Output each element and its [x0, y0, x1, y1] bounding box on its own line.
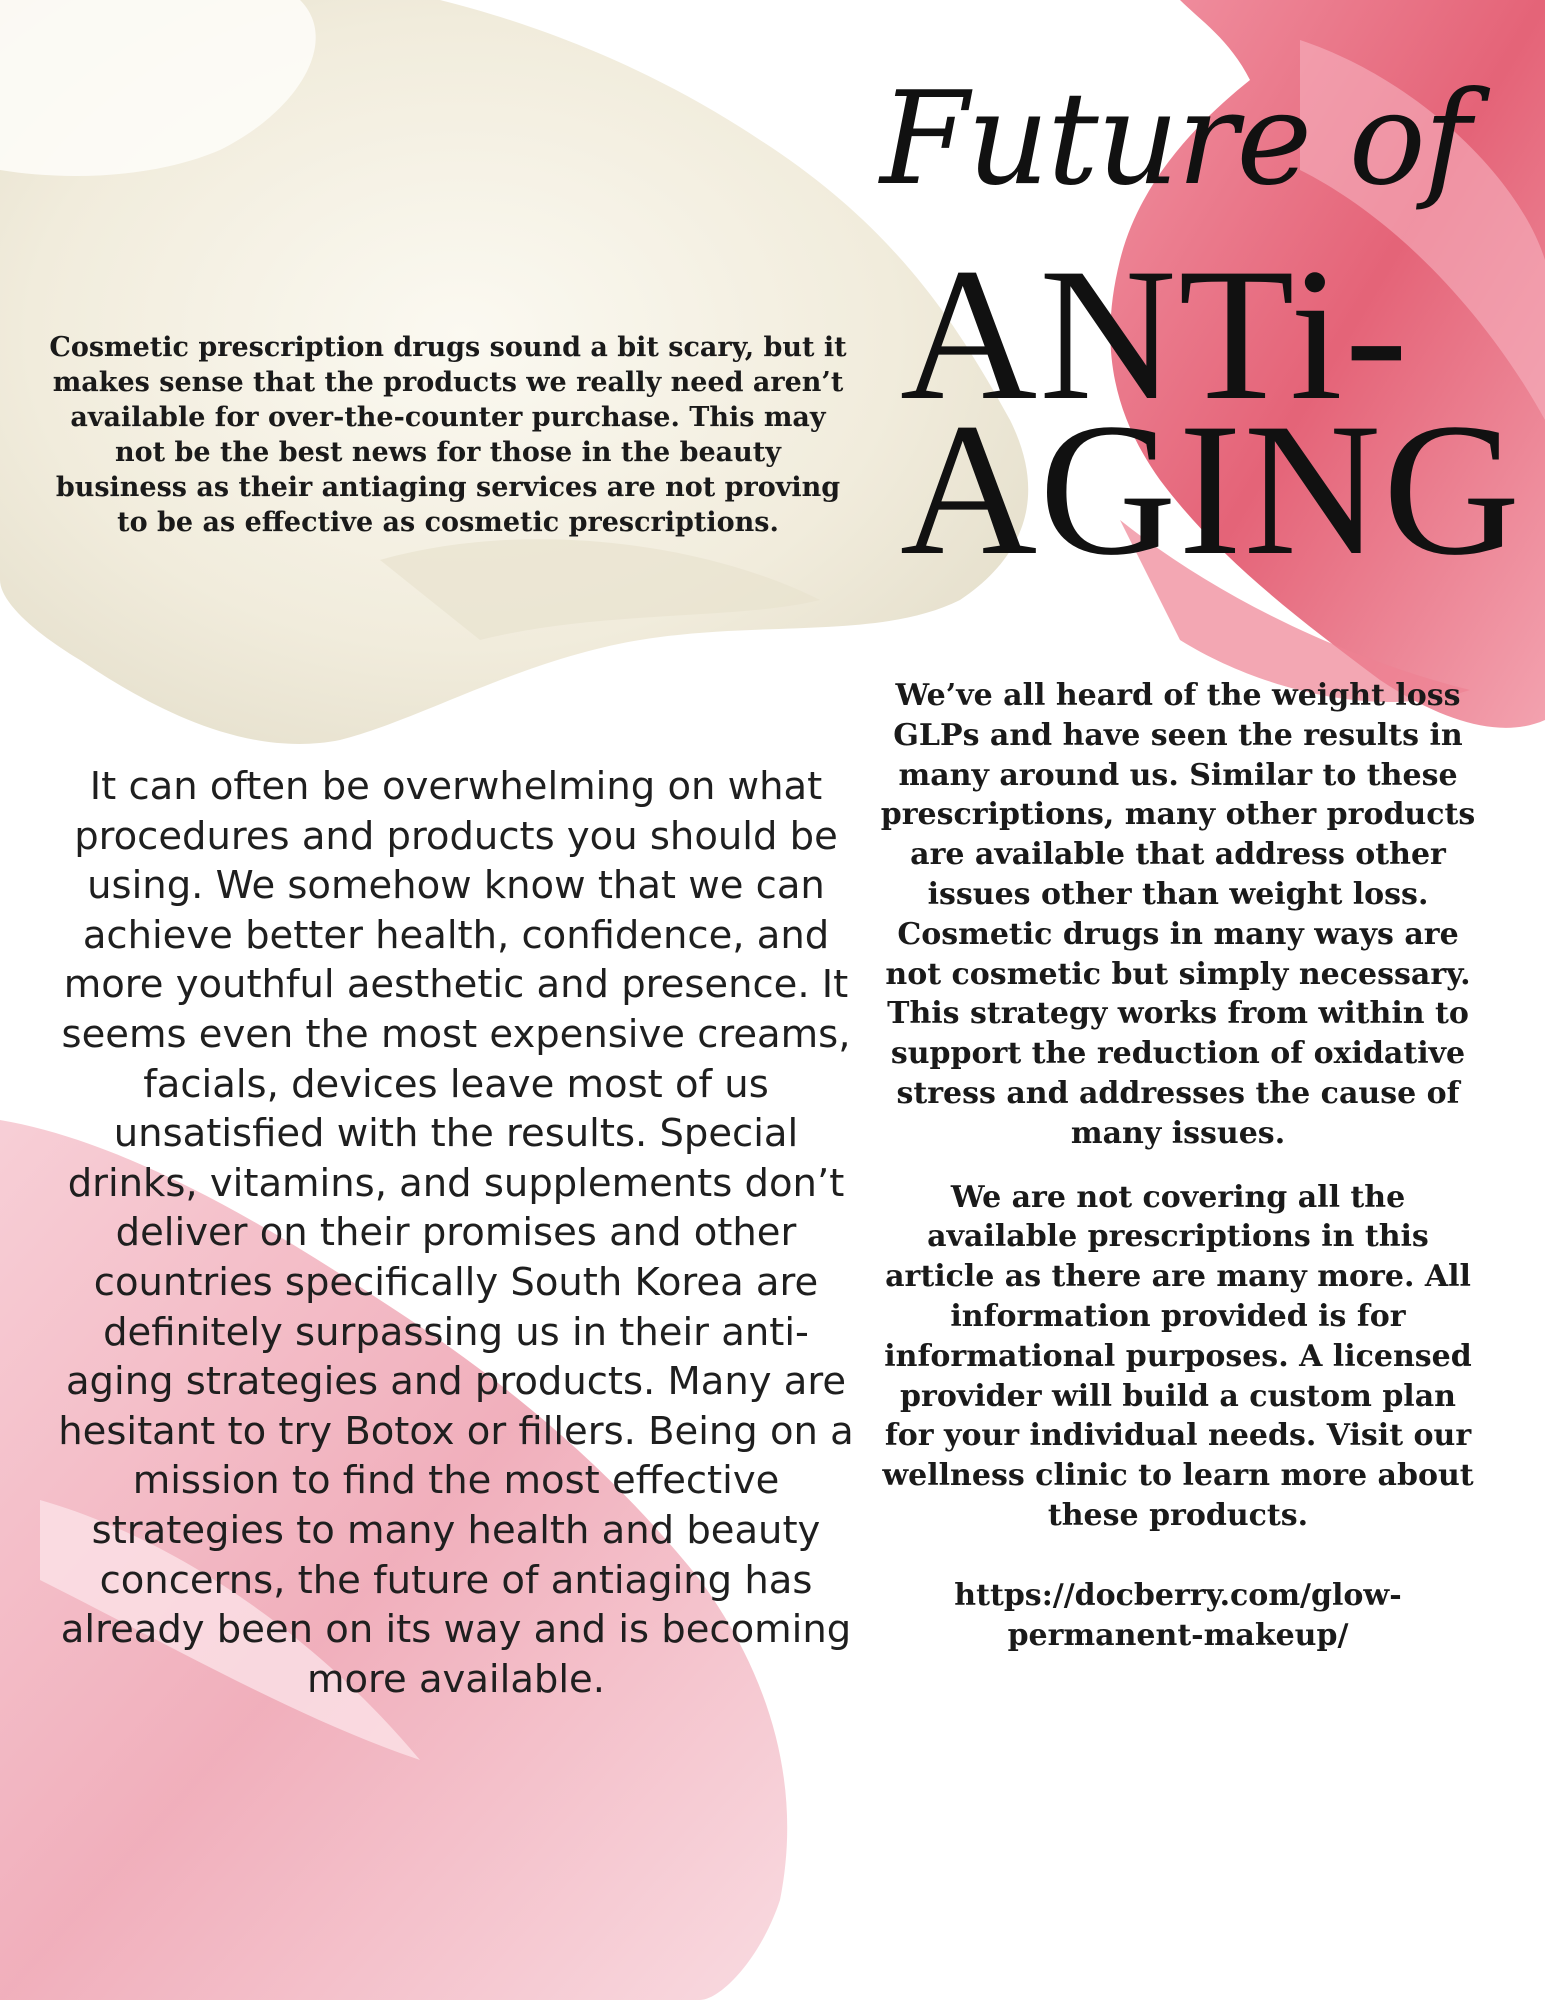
right-column [872, 676, 1484, 1655]
right-paragraph-2: We are not covering all the available prescriptions in this article as there are many more. All information provided is for informational purposes. A licensed provider will build a custom plan for your individual needs. Visit our wellness clinic to learn more about these products. [882, 1179, 1474, 1533]
left-body-paragraph: It can often be overwhelming on what procedures and products you should be using. We somehow know that we can achieve better health, confidence, and more youthful aesthetic and presence. It seems even the most expensive creams, facials, devices leave most of us unsatisfied with the results. Special drinks, vitamins, and supplements don’t deliver on their promises and other countries specifically South Korea are definitely surpassing us in their anti-aging strategies and products. Many are hesitant to try Botox or fillers. Being on a mission to find the most effective strategies to many health and beauty concerns, the future of antiaging has already been on its way and is becoming more available. [58, 764, 854, 1702]
intro-paragraph: Cosmetic prescription drugs sound a bit scary, but it makes sense that the products we really need aren’t available for over-the-counter purchase. This may not be the best news for those in the beauty business as their antiaging services are not proving to be as effective as cosmetic prescriptions. [49, 332, 847, 538]
title-script: Future of [880, 65, 1470, 214]
right-paragraph-1: We’ve all heard of the weight loss GLPs and have seen the results in many around us. Similar to these prescriptions, many other products are available that address other issues other than weight loss. Cosmetic drugs in many ways are not cosmetic but simply necessary. This strategy works from within to support the reduction of oxidative stress and addresses the cause of many issues. [880, 678, 1476, 1151]
website-link[interactable]: https://docberry.com/glow-permanent-makeup/ [954, 1577, 1402, 1653]
title-aging: AGING [900, 385, 1523, 595]
title-anti: ANTi- [900, 230, 1410, 440]
